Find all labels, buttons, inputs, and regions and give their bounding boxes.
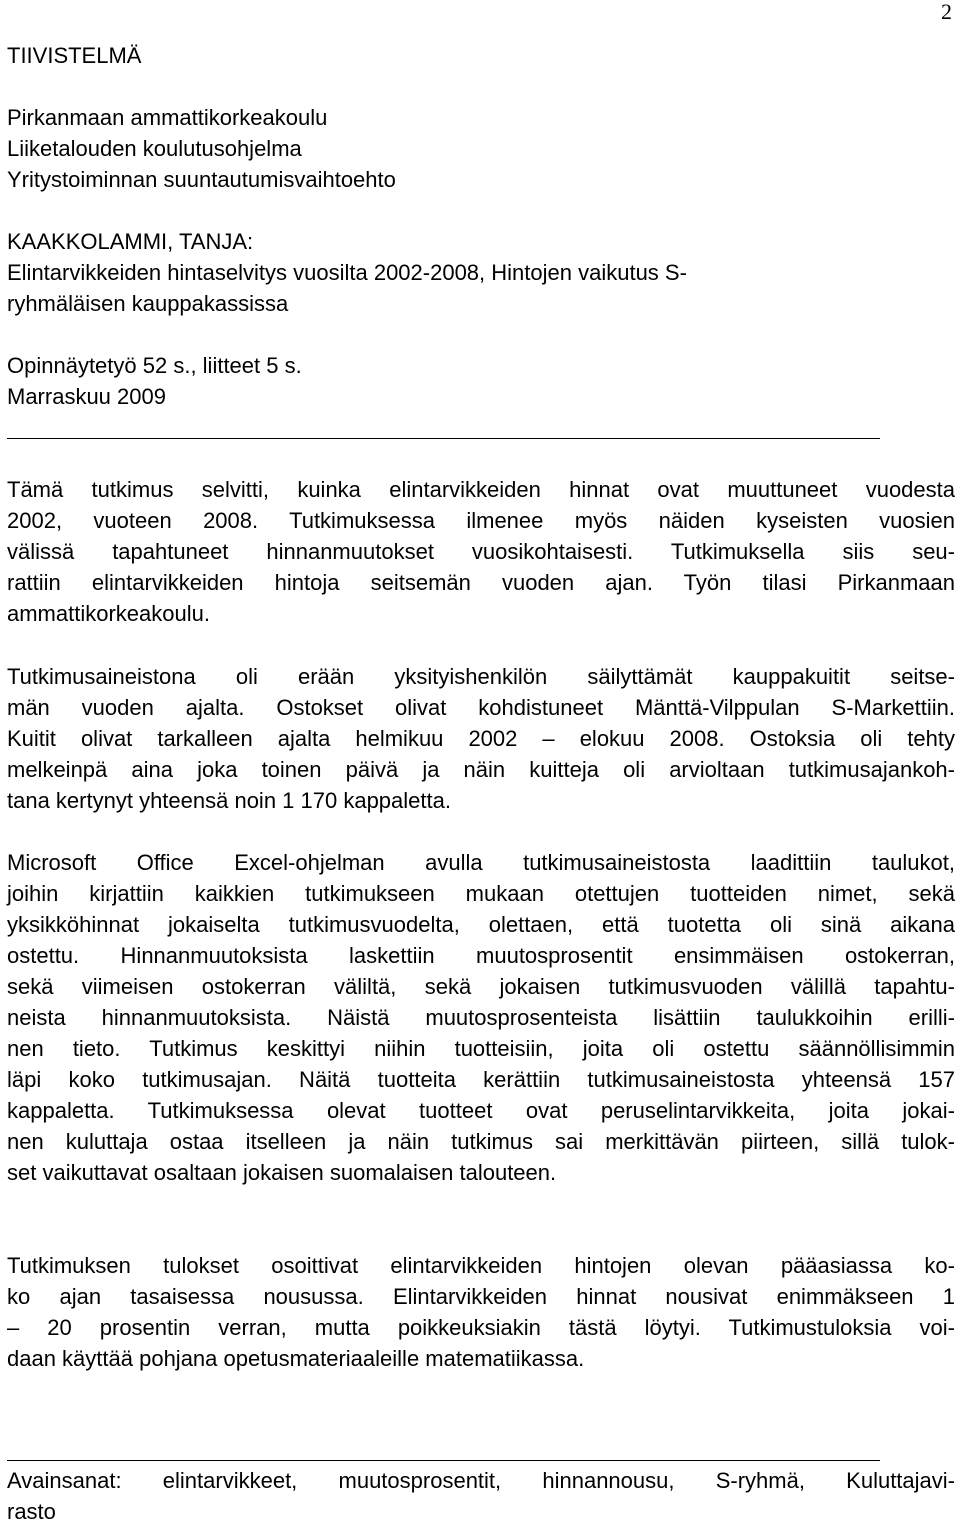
abstract-line: kappaletta. Tutkimuksessa olevat tuotteet ovat peruselintarvikkeita, joita jokai- <box>7 1098 955 1123</box>
abstract-line: joihin kirjattiin kaikkien tutkimukseen mukaan otettujen tuotteiden nimet, sekä <box>7 881 955 906</box>
keywords-line: rasto <box>7 1499 56 1524</box>
abstract-line: Tutkimuksen tulokset osoittivat elintarvikkeiden hintojen olevan pääasiassa ko- <box>7 1253 955 1278</box>
page-title: TIIVISTELMÄ <box>7 43 142 68</box>
abstract-line: Tämä tutkimus selvitti, kuinka elintarvikkeiden hinnat ovat muuttuneet vuodesta <box>7 477 955 502</box>
keywords-rule <box>7 1460 880 1461</box>
abstract-line: Tutkimusaineistona oli erään yksityishenkilön säilyttämät kauppakuitit seitse- <box>7 664 955 689</box>
abstract-line: ammattikorkeakoulu. <box>7 601 210 626</box>
abstract-line: ostettu. Hinnanmuutoksista laskettiin muutosprosentit ensimmäisen ostokerran, <box>7 943 955 968</box>
abstract-line: set vaikuttavat osaltaan jokaisen suomalaisen talouteen. <box>7 1160 557 1185</box>
abstract-paragraph <box>7 474 955 629</box>
keywords-line: Avainsanat: elintarvikkeet, muutosprosentit, hinnannousu, S-ryhmä, Kuluttajavi- <box>7 1468 955 1493</box>
institution-line: Yritystoiminnan suuntautumisvaihtoehto <box>7 167 396 192</box>
author: KAAKKOLAMMI, TANJA: <box>7 229 254 254</box>
abstract-line: neista hinnanmuutoksista. Näistä muutosprosenteista lisättiin taulukkoihin erilli- <box>7 1005 955 1030</box>
thesis-title-line: ryhmäläisen kauppakassissa <box>7 291 289 316</box>
abstract-line: yksikköhinnat jokaiselta tutkimusvuodelta, olettaen, että tuotetta oli sinä aikana <box>7 912 955 937</box>
abstract-line: välissä tapahtuneet hinnanmuutokset vuosikohtaisesti. Tutkimuksella siis seu- <box>7 539 955 564</box>
institution-line: Liiketalouden koulutusohjelma <box>7 136 302 161</box>
abstract-line: rattiin elintarvikkeiden hintoja seitsemän vuoden ajan. Työn tilasi Pirkanmaan <box>7 570 955 595</box>
abstract-line: ko ajan tasaisessa nousussa. Elintarvikkeiden hinnat nousivat enimmäkseen 1 <box>7 1284 955 1309</box>
thesis-info: Opinnäytetyö 52 s., liitteet 5 s. <box>7 353 302 378</box>
abstract-line: sekä viimeisen ostokerran väliltä, sekä jokaisen tutkimusvuoden välillä tapahtu- <box>7 974 955 999</box>
abstract-line: läpi koko tutkimusajan. Näitä tuotteita kerättiin tutkimusaineistosta yhteensä 157 <box>7 1067 955 1092</box>
abstract-line: 2002, vuoteen 2008. Tutkimuksessa ilmenee myös näiden kyseisten vuosien <box>7 508 955 533</box>
abstract-line: melkeinpä aina joka toinen päivä ja näin kuitteja oli arvioltaan tutkimusajankoh- <box>7 757 955 782</box>
abstract-line: – 20 prosentin verran, mutta poikkeuksiakin tästä löytyi. Tutkimustuloksia voi- <box>7 1315 955 1340</box>
abstract-line: Microsoft Office Excel-ohjelman avulla tutkimusaineistosta laadittiin taulukot, <box>7 850 955 875</box>
page-number: 2 <box>941 0 952 24</box>
abstract-line: män vuoden ajalta. Ostokset olivat kohdistuneet Mänttä-Vilppulan S-Markettiin. <box>7 695 955 720</box>
separator-rule <box>7 438 880 439</box>
institution-line: Pirkanmaan ammattikorkeakoulu <box>7 105 328 130</box>
keywords <box>7 1465 955 1527</box>
abstract-line: nen kuluttaja ostaa itselleen ja näin tutkimus sai merkittävän piirteen, sillä tulok- <box>7 1129 955 1154</box>
abstract-paragraph <box>7 847 955 1188</box>
abstract-paragraph <box>7 661 955 816</box>
abstract-line: Kuitit olivat tarkalleen ajalta helmikuu 2002 – elokuu 2008. Ostoksia oli tehty <box>7 726 955 751</box>
thesis-title-line: Elintarvikkeiden hintaselvitys vuosilta 2002-2008, Hintojen vaikutus S- <box>7 260 687 285</box>
abstract-paragraph <box>7 1250 955 1374</box>
date: Marraskuu 2009 <box>7 384 166 409</box>
abstract-line: tana kertynyt yhteensä noin 1 170 kappaletta. <box>7 788 451 813</box>
abstract-line: nen tieto. Tutkimus keskittyi niihin tuotteisiin, joita oli ostettu säännöllisimmin <box>7 1036 955 1061</box>
abstract-line: daan käyttää pohjana opetusmateriaaleille matematiikassa. <box>7 1346 585 1371</box>
